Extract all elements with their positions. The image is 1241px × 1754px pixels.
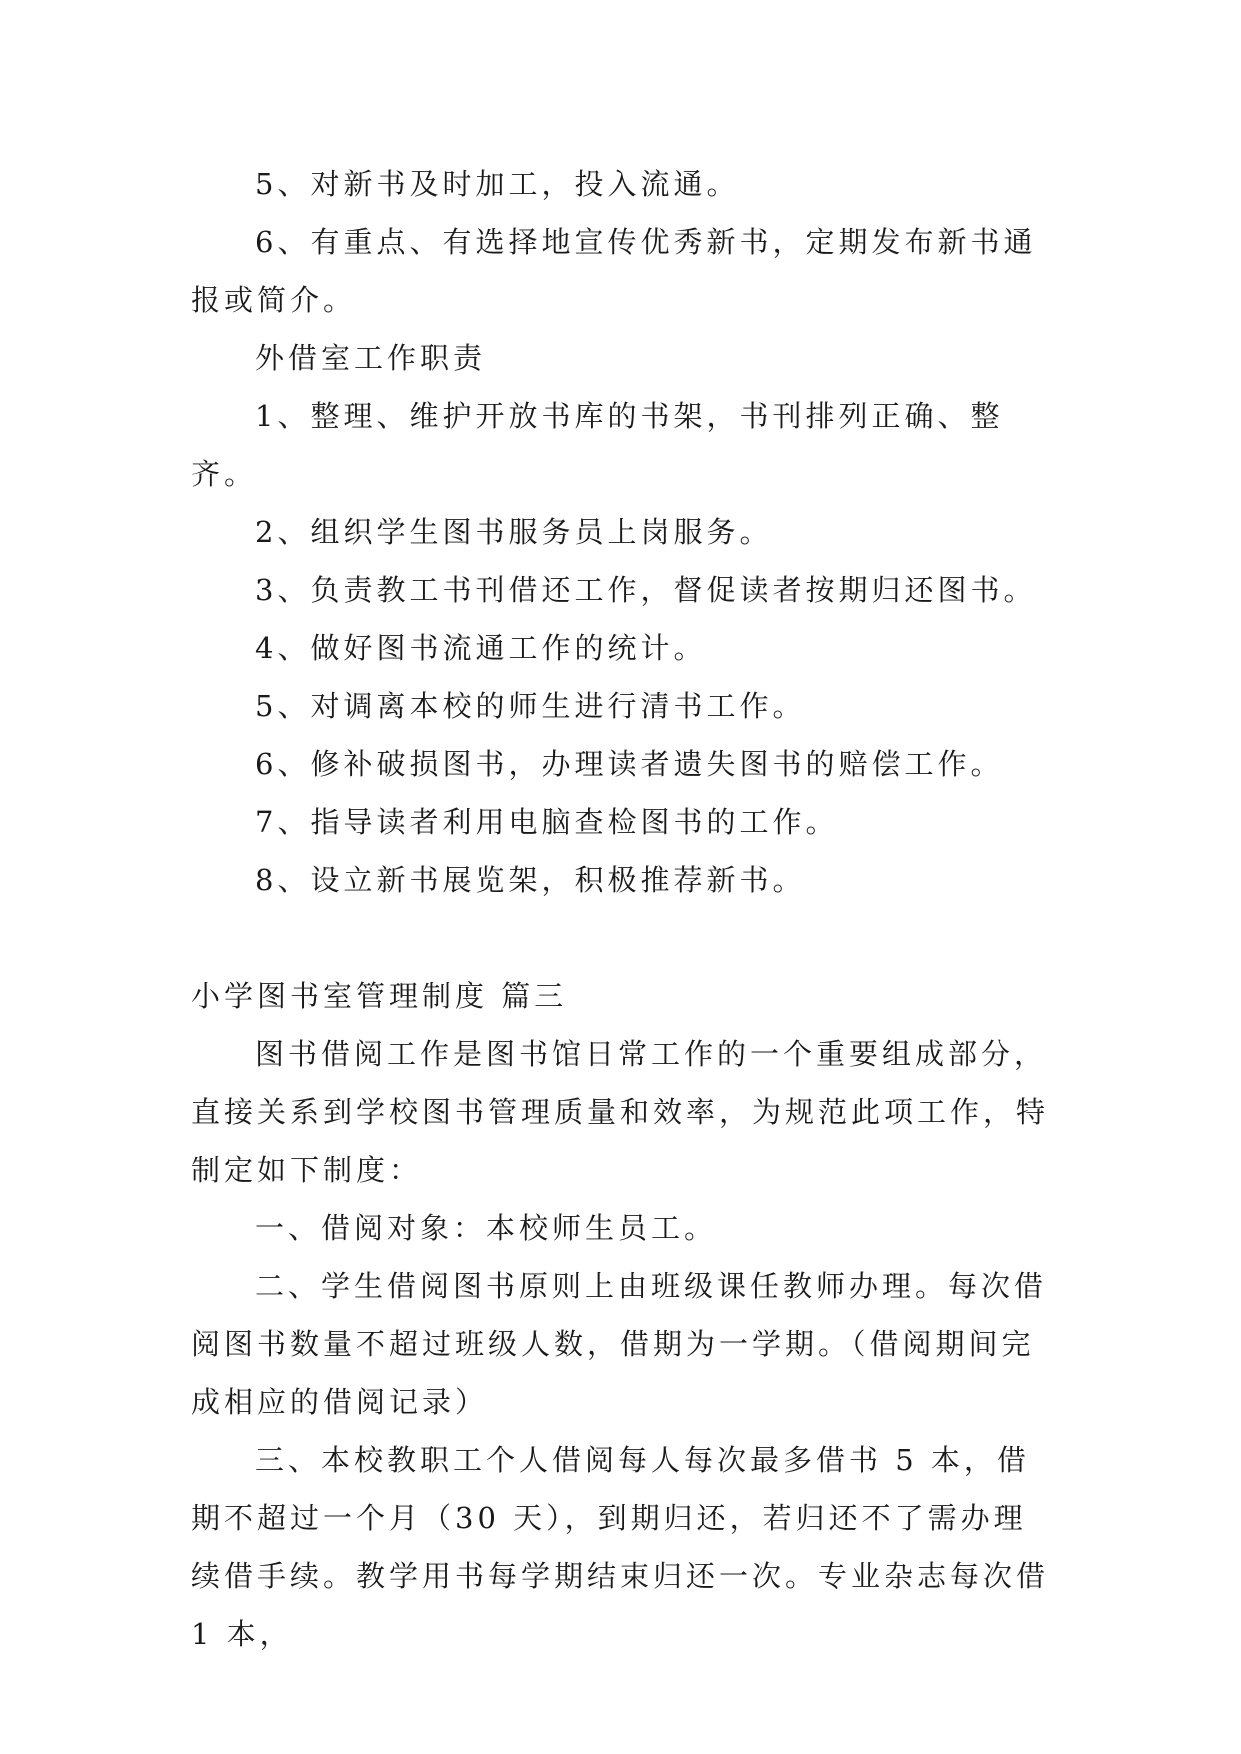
duty-item-4: 4、做好图书流通工作的统计。 [255, 631, 707, 665]
section-heading-lending-room-duties: 外借室工作职责 [255, 341, 487, 375]
section-spacer [191, 909, 1051, 967]
rule-item-3: 三、本校教职工个人借阅每人每次最多借书 5 本，借期不超过一个月（30 天），到期归还，若归还不了需办理续借手续。教学用书每学期结束归还一次。专业杂志每次借 1 本， [191, 1443, 1050, 1651]
duty-item-6: 6、修补破损图书，办理读者遗失图书的赔偿工作。 [255, 747, 1004, 781]
intro-paragraph: 图书借阅工作是图书馆日常工作的一个重要组成部分，直接关系到学校图书管理质量和效率，为规范此项工作，特制定如下制度： [191, 1037, 1050, 1187]
paragraph-item-6-promote-books: 6、有重点、有选择地宣传优秀新书，定期发布新书通报或简介。 [191, 225, 1037, 317]
document-body [191, 155, 1051, 1663]
duty-item-2: 2、组织学生图书服务员上岗服务。 [255, 515, 773, 549]
duty-item-5: 5、对调离本校的师生进行清书工作。 [255, 689, 806, 723]
duty-item-7: 7、指导读者利用电脑查检图书的工作。 [255, 805, 839, 839]
duty-item-8: 8、设立新书展览架，积极推荐新书。 [255, 863, 806, 897]
rule-item-1: 一、借阅对象：本校师生员工。 [255, 1211, 718, 1245]
paragraph-item-5-new-books: 5、对新书及时加工，投入流通。 [255, 167, 740, 201]
rule-item-2: 二、学生借阅图书原则上由班级课任教师办理。每次借阅图书数量不超过班级人数，借期为一学期。（借阅期间完成相应的借阅记录） [191, 1269, 1048, 1419]
section-title-part-three: 小学图书室管理制度 篇三 [191, 979, 568, 1013]
duty-item-3: 3、负责教工书刊借还工作，督促读者按期归还图书。 [255, 573, 1037, 607]
duty-item-1: 1、整理、维护开放书库的书架，书刊排列正确、整齐。 [191, 399, 1004, 491]
